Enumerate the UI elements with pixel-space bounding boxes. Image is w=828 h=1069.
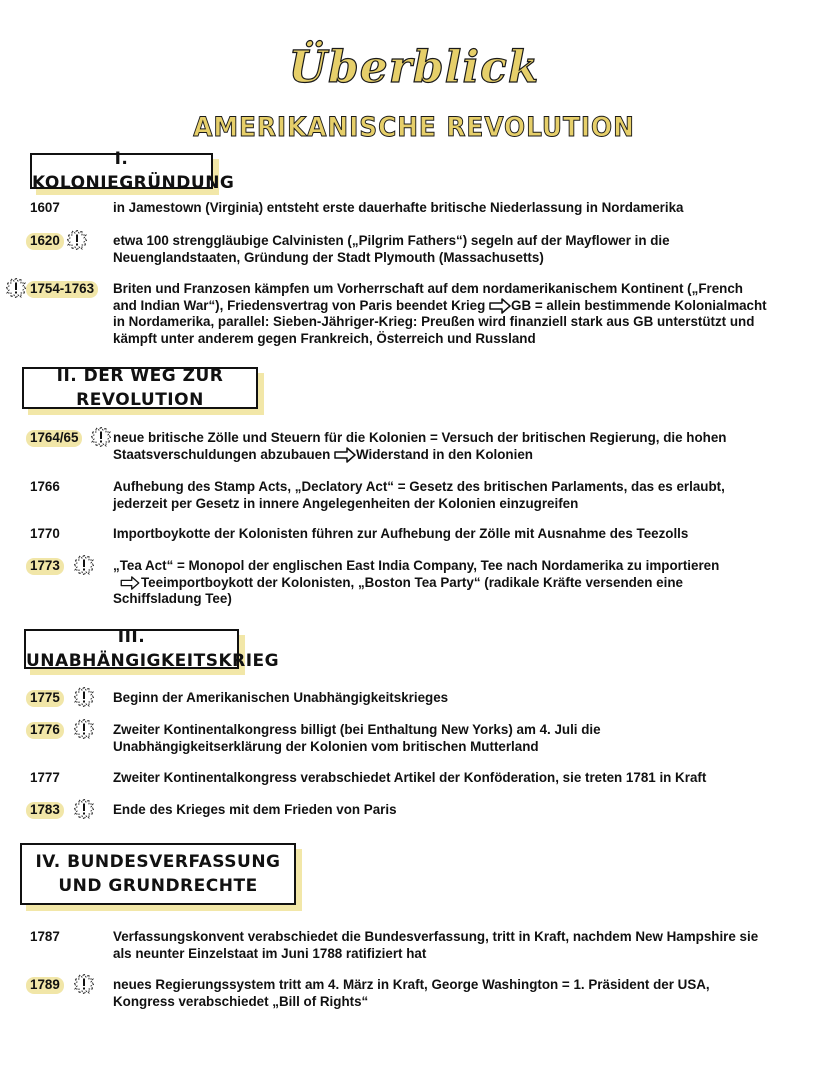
- entry-text-line: „Tea Act“ = Monopol der englischen East India Company, Tee nach Nordamerika zu importieren: [113, 558, 720, 573]
- exclamation-burst-icon: [67, 230, 87, 250]
- entry-text-part: Widerstand in den Kolonien: [356, 446, 533, 462]
- entry-text-line: Aufhebung des Stamp Acts, „Declatory Act“ = Gesetz des britischen Parlaments, das es erlaubt,: [113, 479, 725, 494]
- entry-text: Zweiter Kontinentalkongress verabschiedet Artikel der Konföderation, sie treten 1781 in Kraft: [113, 770, 707, 785]
- exclamation-burst-icon: [74, 974, 94, 994]
- section-label: II. DER WEG ZUR REVOLUTION: [56, 366, 224, 410]
- entry-year: 1620: [26, 233, 64, 250]
- entry-text-line: Kongress verabschiedet „Bill of Rights“: [113, 993, 369, 1009]
- section-header-3: [24, 627, 280, 671]
- entry-text-line: in Nordamerika, parallel: Sieben-Jähriger-Krieg: Preußen wird finanziell stark aus GB unterstützt und: [113, 314, 755, 329]
- entry-year: 1777: [30, 770, 60, 785]
- exclamation-burst-icon: [74, 799, 94, 819]
- entry-year: 1607: [30, 200, 60, 215]
- arrow-right-icon: [489, 298, 511, 314]
- exclamation-burst-icon: [74, 555, 94, 575]
- entry-text-line: [113, 575, 803, 592]
- entry-text-line: Neuenglandstaaten, Gründung der Stadt Plymouth (Massachusetts): [113, 249, 544, 265]
- entry-text-line: Zweiter Kontinentalkongress billigt (bei Enthaltung New Yorks) am 4. Juli die: [113, 722, 601, 737]
- exclamation-burst-icon: [74, 719, 94, 739]
- entry-year: 1766: [30, 479, 60, 494]
- page-subtitle: AMERIKANISCHE REVOLUTION: [193, 112, 635, 143]
- entry-year: 1776: [26, 722, 64, 739]
- entry-text-line: etwa 100 strenggläubige Calvinisten („Pilgrim Fathers“) segeln auf der Mayflower in die: [113, 233, 670, 248]
- entry-year: 1783: [26, 802, 64, 819]
- entry-text-part: Staatsverschuldungen abzubauen: [113, 446, 331, 462]
- entry-year: 1775: [26, 690, 64, 707]
- section-label-line2: UND GRUNDRECHTE: [58, 876, 258, 896]
- curved-arrow-icon: [119, 576, 141, 590]
- entry-text-part: Teeimportboykott der Kolonisten, „Boston Tea Party“ (radikale Kräfte versenden eine: [141, 574, 683, 590]
- entry-text-line: Schiffsladung Tee): [113, 591, 232, 606]
- exclamation-burst-icon: [6, 278, 26, 298]
- entry-text-part: and Indian War“), Friedensvertrag von Paris beendet Krieg: [113, 297, 486, 313]
- entry-year: 1754-1763: [26, 281, 98, 298]
- entry-text-line: kämpft unter anderem gegen Frankreich, Österreich und Russland: [113, 330, 536, 346]
- entry-text-line: [113, 447, 803, 464]
- entry-text-line: als neunter Einzelstaat im Juni 1788 ratifiziert hat: [113, 945, 427, 961]
- exclamation-burst-icon: [91, 427, 111, 447]
- entry-year: 1773: [26, 558, 64, 575]
- entry-text: Ende des Krieges mit dem Frieden von Paris: [113, 802, 397, 817]
- entry-year: 1787: [30, 929, 60, 944]
- entry-text-line: neue britische Zölle und Steuern für die Kolonien = Versuch der britischen Regierung, die hohen: [113, 430, 727, 445]
- entry-text-line: jederzeit per Gesetz in innere Angelegenheiten der Kolonien einzugreifen: [113, 495, 579, 511]
- entry-text-part: GB = allein bestimmende Kolonialmacht: [511, 297, 767, 313]
- entry-year: 1764/65: [26, 430, 82, 447]
- entry-text: Beginn der Amerikanischen Unabhängigkeitskrieges: [113, 690, 449, 705]
- entry-text-line: Verfassungskonvent verabschiedet die Bundesverfassung, tritt in Kraft, nachdem New Hampshire sie: [113, 929, 759, 944]
- page-title: Überblick: [288, 42, 540, 93]
- section-label: III. UNABHÄNGIGKEITSKRIEG: [26, 627, 280, 671]
- entry-year: 1789: [26, 977, 64, 994]
- entry-text: Importboykotte der Kolonisten führen zur Aufhebung der Zölle mit Ausnahme des Teezolls: [113, 526, 689, 541]
- section-header-2: [22, 367, 258, 409]
- exclamation-burst-icon: [74, 687, 94, 707]
- section-label: I. KOLONIEGRÜNDUNG: [32, 149, 235, 193]
- entry-year: 1770: [30, 526, 60, 541]
- entry-text-line: neues Regierungssystem tritt am 4. März in Kraft, George Washington = 1. Präsident der USA,: [113, 977, 710, 992]
- entry-text-line: [113, 298, 803, 315]
- entry-text-line: Unabhängigkeitserklärung der Kolonien vom britischen Mutterland: [113, 738, 539, 754]
- entry-text-line: Briten und Franzosen kämpfen um Vorherrschaft auf dem nordamerikanischem Kontinent („French: [113, 281, 743, 296]
- section-header-4: [20, 843, 296, 905]
- section-label: IV. BUNDESVERFASSUNG: [35, 852, 281, 872]
- entry-text: in Jamestown (Virginia) entsteht erste dauerhafte britische Niederlassung in Nordamerika: [113, 200, 684, 215]
- section-header-1: [30, 149, 235, 193]
- arrow-right-icon: [334, 447, 356, 463]
